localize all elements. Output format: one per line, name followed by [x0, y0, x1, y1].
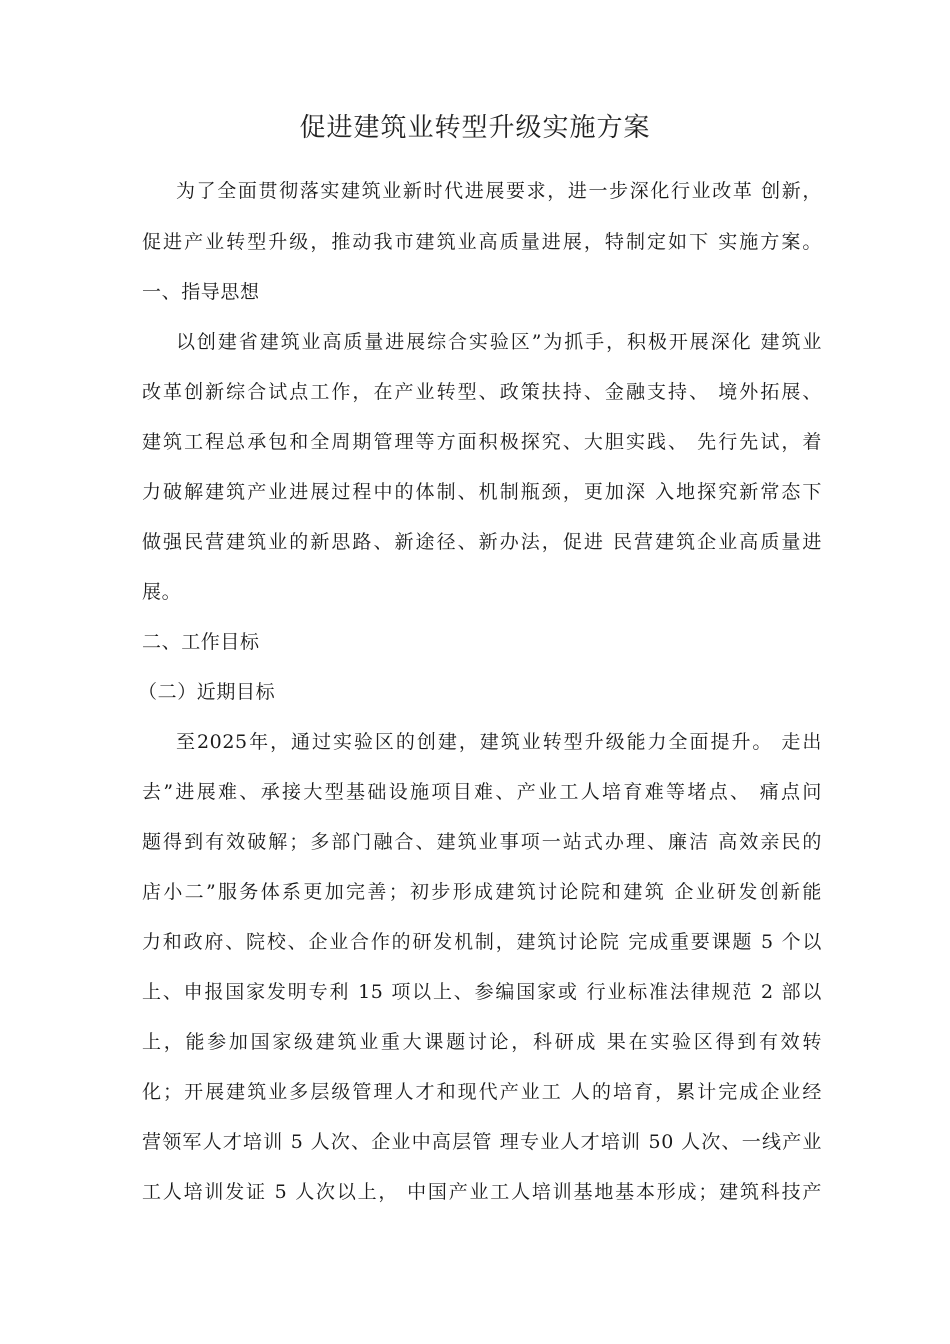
paragraph-line: 上、申报国家发明专利 15 项以上、参编国家或 行业标准法律规范 2 部以 [142, 981, 822, 1003]
paragraph-line: 展。 [142, 581, 182, 603]
paragraph-line: 化；开展建筑业多层级管理人才和现代产业工 人的培育，累计完成企业经 [142, 1081, 822, 1103]
paragraph-line: 至2025年，通过实验区的创建，建筑业转型升级能力全面提升。 走出 [176, 731, 822, 753]
document-title: 促进建筑业转型升级实施方案 [299, 113, 651, 143]
paragraph-line: 以创建省建筑业高质量进展综合实验区”为抓手，积极开展深化 建筑业 [176, 331, 822, 353]
paragraph-line: 为了全面贯彻落实建筑业新时代进展要求，进一步深化行业改革 创新， [176, 180, 822, 202]
paragraph-line: 力破解建筑产业进展过程中的体制、机制瓶颈，更加深 入地探究新常态下 [142, 481, 822, 503]
section-heading: 二、工作目标 [142, 631, 260, 653]
paragraph-line: 促进产业转型升级，推动我市建筑业高质量进展，特制定如下 实施方案。 [142, 231, 822, 253]
subsection-heading: （二）近期目标 [138, 681, 276, 703]
paragraph-line: 做强民营建筑业的新思路、新途径、新办法，促进 民营建筑企业高质量进 [142, 531, 822, 553]
paragraph-line: 上，能参加国家级建筑业重大课题讨论，科研成 果在实验区得到有效转 [142, 1031, 822, 1053]
paragraph-line: 店小二”服务体系更加完善；初步形成建筑讨论院和建筑 企业研发创新能 [142, 881, 822, 903]
section-heading: 一、指导思想 [142, 281, 260, 303]
paragraph-line: 建筑工程总承包和全周期管理等方面积极探究、大胆实践、 先行先试，着 [142, 431, 822, 453]
paragraph-line: 改革创新综合试点工作，在产业转型、政策扶持、金融支持、 境外拓展、 [142, 381, 822, 403]
paragraph-line: 工人培训发证 5 人次以上， 中国产业工人培训基地基本形成；建筑科技产 [142, 1181, 822, 1203]
paragraph-line: 去”进展难、承接大型基础设施项目难、产业工人培育难等堵点、 痛点问 [142, 781, 822, 803]
paragraph-line: 题得到有效破解；多部门融合、建筑业事项一站式办理、廉洁 高效亲民的 [142, 831, 822, 853]
paragraph-line: 力和政府、院校、企业合作的研发机制，建筑讨论院 完成重要课题 5 个以 [142, 931, 822, 953]
paragraph-line: 营领军人才培训 5 人次、企业中高层管 理专业人才培训 50 人次、一线产业 [142, 1131, 822, 1153]
